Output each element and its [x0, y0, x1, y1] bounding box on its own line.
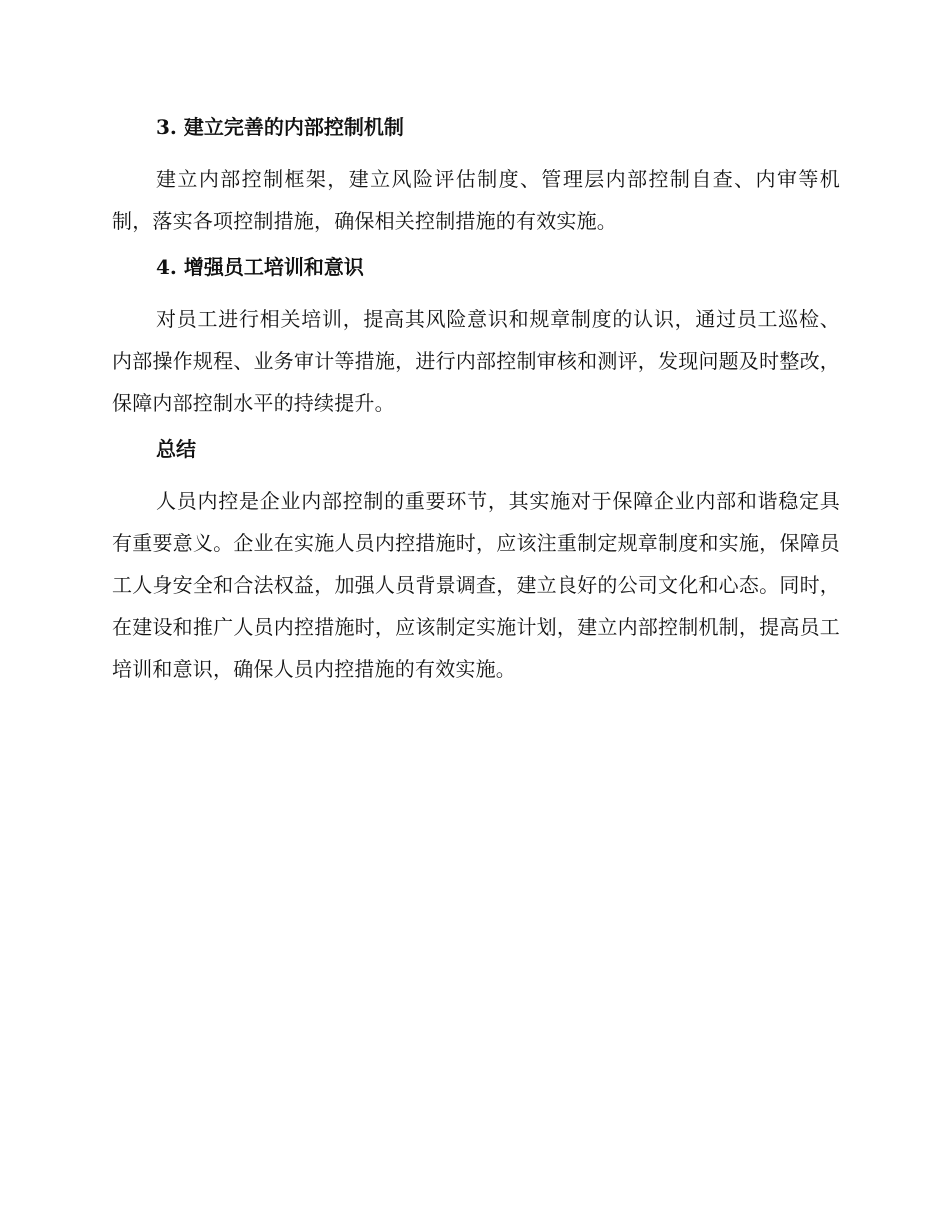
section-heading-training: 4. 增强员工培训和意识	[156, 255, 364, 279]
section-paragraph-summary: 人员内控是企业内部控制的重要环节，其实施对于保障企业内部和谐稳定具有重要意义。企业在实施人员内控措施时，应该注重制定规章制度和实施，保障员工人身安全和合法权益，加强人员背景调查，建立良好的公司文化和心态。同时，在建设和推广人员内控措施时，应该制定实施计划，建立内部控制机制，提高员工培训和意识，确保人员内控措施的有效实施。	[112, 489, 840, 681]
section-paragraph-training: 对员工进行相关培训，提高其风险意识和规章制度的认识，通过员工巡检、内部操作规程、业务审计等措施，进行内部控制审核和测评，发现问题及时整改，保障内部控制水平的持续提升。	[112, 307, 840, 415]
section-heading-summary: 总结	[156, 437, 196, 461]
section-paragraph-internal-control: 建立内部控制框架，建立风险评估制度、管理层内部控制自查、内审等机制，落实各项控制措施，确保相关控制措施的有效实施。	[112, 167, 840, 233]
section-heading-internal-control: 3. 建立完善的内部控制机制	[156, 115, 404, 139]
